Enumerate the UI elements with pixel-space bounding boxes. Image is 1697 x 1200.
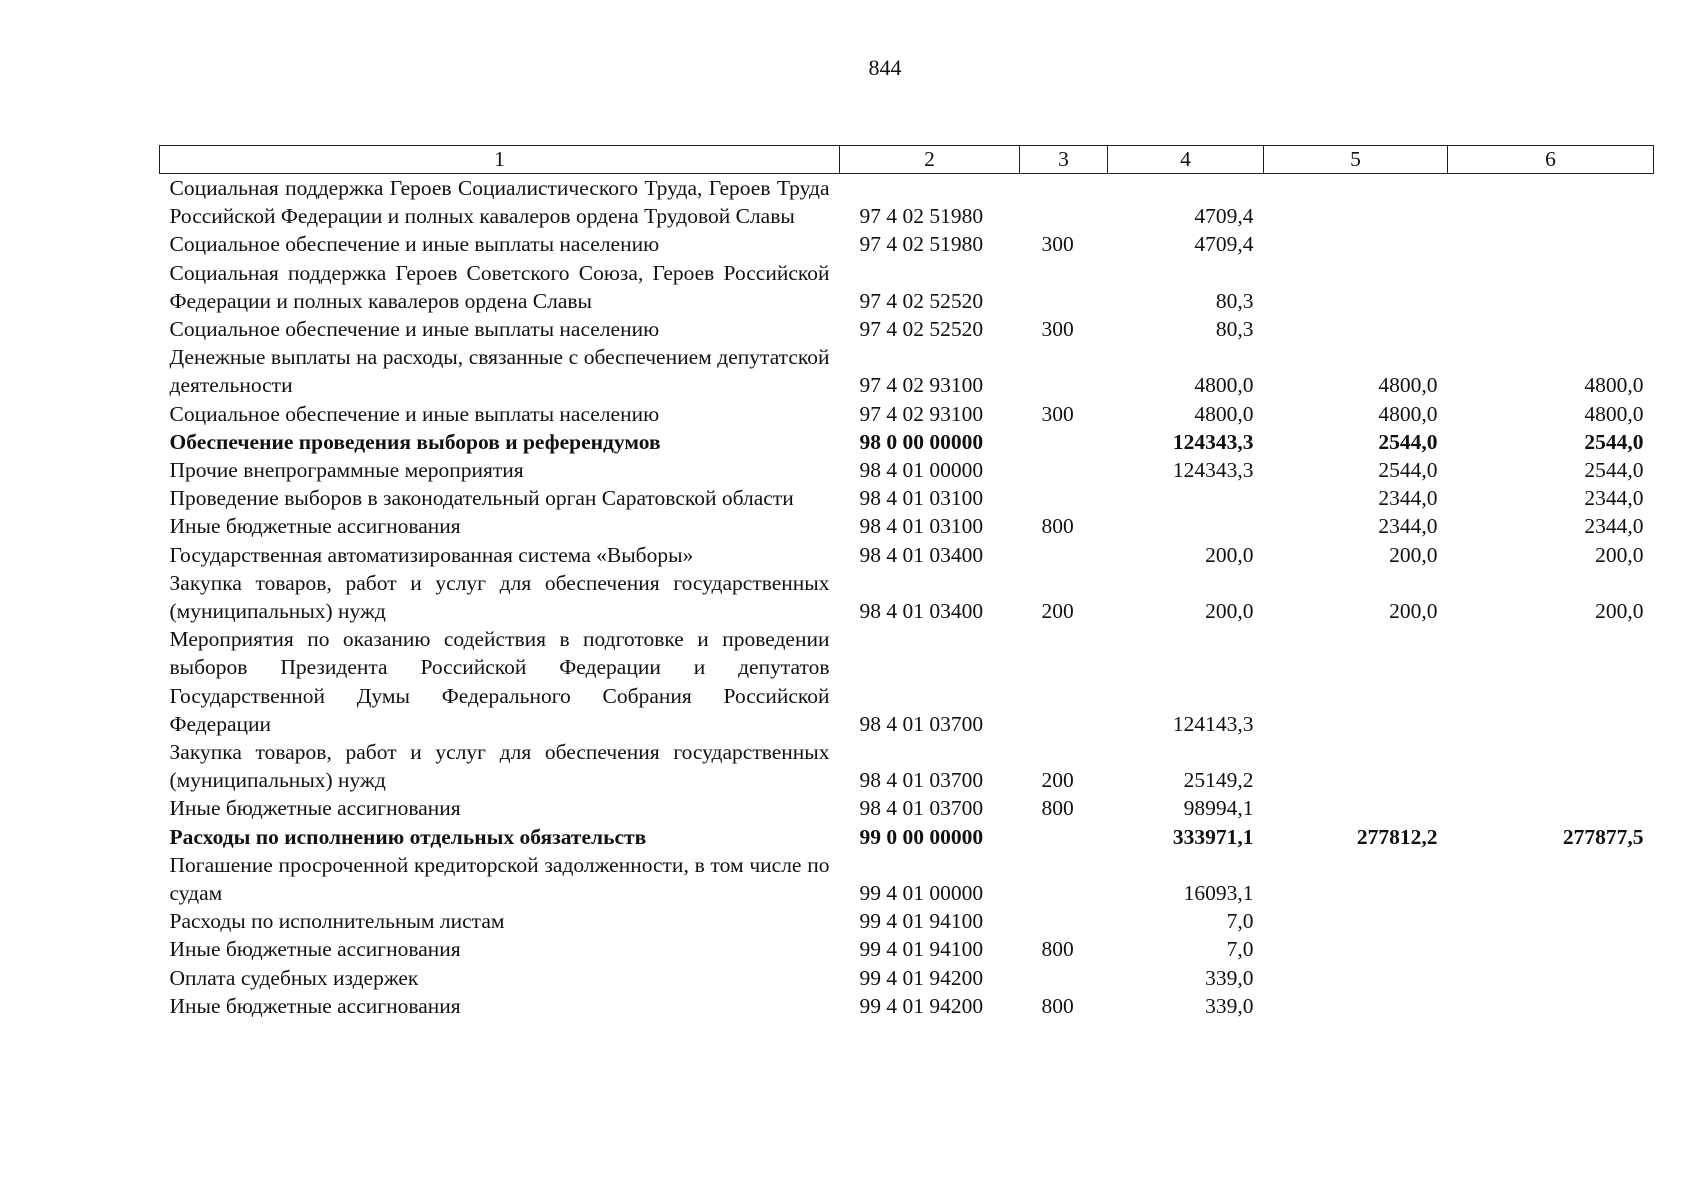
table-row <box>160 992 1654 1020</box>
row-value-col4-cell: 124343,3 <box>1172 458 1254 483</box>
row-name-cell: Социальное обеспечение и иные выплаты населению <box>169 401 660 426</box>
row-expense-type-cell: 800 <box>1041 993 1074 1018</box>
row-value-col6-cell: 4800,0 <box>1584 401 1644 426</box>
row-value-col4-cell: 7,0 <box>1226 937 1254 962</box>
row-expense-type-cell <box>1020 456 1108 484</box>
row-value-col6-cell: 277877,5 <box>1562 824 1644 849</box>
table-row <box>160 428 1654 456</box>
row-name-cell: Прочие внепрограммные мероприятия <box>169 458 524 483</box>
row-value-col4-cell: 200,0 <box>1205 599 1254 624</box>
row-expense-type-cell <box>1020 541 1108 569</box>
row-code-cell: 97 4 02 93100 <box>859 401 984 426</box>
row-value-col6-cell <box>1448 625 1654 738</box>
table-row <box>160 823 1654 851</box>
row-expense-type-cell <box>1020 907 1108 935</box>
table-row <box>160 738 1654 794</box>
row-value-col4-cell: 200,0 <box>1205 542 1254 567</box>
row-expense-type-cell: 200 <box>1041 768 1074 793</box>
row-value-col4-cell: 4800,0 <box>1194 401 1254 426</box>
row-value-col4-cell <box>1108 484 1264 512</box>
row-expense-type-cell <box>1020 343 1108 399</box>
row-value-col6-cell: 2544,0 <box>1584 458 1644 483</box>
row-value-col5-cell <box>1264 315 1448 343</box>
row-code-cell: 98 4 01 03700 <box>859 768 984 793</box>
row-value-col6-cell <box>1448 907 1654 935</box>
row-code-cell: 99 4 01 94200 <box>859 993 984 1018</box>
row-value-col6-cell <box>1448 794 1654 822</box>
row-name-cell: Погашение просроченной кредиторской задолженности, в том числе по судам <box>169 852 830 906</box>
row-value-col5-cell <box>1264 935 1448 963</box>
row-code-cell: 98 4 01 03400 <box>859 599 984 624</box>
row-value-col4-cell: 4709,4 <box>1194 232 1254 257</box>
row-name-cell: Расходы по исполнению отдельных обязательств <box>169 824 647 849</box>
row-code-cell: 97 4 02 51980 <box>859 232 984 257</box>
row-expense-type-cell: 300 <box>1041 232 1074 257</box>
row-value-col5-cell: 2344,0 <box>1378 486 1438 511</box>
row-name-cell: Оплата судебных издержек <box>169 965 419 990</box>
row-value-col4-cell: 16093,1 <box>1183 881 1254 906</box>
row-value-col5-cell <box>1264 794 1448 822</box>
table-row <box>160 851 1654 907</box>
table-row <box>160 456 1654 484</box>
row-code-cell: 98 4 01 03700 <box>859 796 984 821</box>
row-name-cell: Обеспечение проведения выборов и референдумов <box>169 429 661 454</box>
row-value-col5-cell <box>1264 174 1448 231</box>
row-value-col4-cell: 339,0 <box>1205 993 1254 1018</box>
row-expense-type-cell <box>1020 625 1108 738</box>
table-row <box>160 625 1654 738</box>
table-row <box>160 230 1654 258</box>
row-code-cell: 97 4 02 93100 <box>859 373 984 398</box>
row-name-cell: Иные бюджетные ассигнования <box>169 796 461 821</box>
table-row <box>160 964 1654 992</box>
row-value-col5-cell <box>1264 964 1448 992</box>
row-code-cell: 98 4 01 00000 <box>859 458 984 483</box>
row-code-cell: 98 4 01 03100 <box>859 514 984 539</box>
header-col-6: 6 <box>1448 146 1654 174</box>
row-value-col6-cell <box>1448 315 1654 343</box>
row-code-cell: 99 0 00 00000 <box>859 824 984 849</box>
row-name-cell: Иные бюджетные ассигнования <box>169 937 461 962</box>
table-row <box>160 484 1654 512</box>
table-row <box>160 400 1654 428</box>
row-code-cell: 98 4 01 03700 <box>859 711 984 736</box>
row-code-cell: 99 4 01 94100 <box>859 937 984 962</box>
row-value-col6-cell: 200,0 <box>1595 599 1644 624</box>
row-name-cell: Денежные выплаты на расходы, связанные с обеспечением депутатской деятельности <box>169 345 830 398</box>
row-value-col4-cell: 339,0 <box>1205 965 1254 990</box>
row-name-cell: Расходы по исполнительным листам <box>169 909 505 934</box>
row-name-cell: Мероприятия по оказанию содействия в подготовке и проведении выборов Президента Российской Федерации и депутатов Государственной Думы Федерального Собрания Российской Федерации <box>169 627 830 736</box>
row-code-cell: 98 4 01 03100 <box>859 486 984 511</box>
header-col-3: 3 <box>1020 146 1108 174</box>
row-name-cell: Иные бюджетные ассигнования <box>169 514 461 539</box>
row-value-col6-cell: 2544,0 <box>1584 429 1644 454</box>
row-expense-type-cell <box>1020 964 1108 992</box>
header-col-2: 2 <box>840 146 1020 174</box>
table-row <box>160 315 1654 343</box>
table-row <box>160 935 1654 963</box>
page-number: 844 <box>868 55 902 80</box>
row-value-col6-cell <box>1448 230 1654 258</box>
row-code-cell: 98 4 01 03400 <box>859 542 984 567</box>
row-code-cell: 99 4 01 00000 <box>859 881 984 906</box>
row-code-cell: 97 4 02 51980 <box>859 204 984 229</box>
row-name-cell: Социальная поддержка Героев Социалистического Труда, Героев Труда Российской Федерации и полных кавалеров ордена Трудовой Славы <box>169 176 830 229</box>
row-code-cell: 98 0 00 00000 <box>859 429 984 454</box>
row-value-col5-cell: 200,0 <box>1389 599 1438 624</box>
row-value-col5-cell: 4800,0 <box>1378 373 1438 398</box>
row-expense-type-cell: 300 <box>1041 317 1074 342</box>
row-value-col4-cell: 80,3 <box>1215 288 1254 313</box>
row-value-col6-cell <box>1448 259 1654 315</box>
header-col-1: 1 <box>160 146 840 174</box>
header-col-5: 5 <box>1264 146 1448 174</box>
row-expense-type-cell: 800 <box>1041 937 1074 962</box>
row-value-col4-cell: 4709,4 <box>1194 204 1254 229</box>
row-value-col4-cell: 4800,0 <box>1194 373 1254 398</box>
row-name-cell: Иные бюджетные ассигнования <box>169 993 461 1018</box>
row-value-col5-cell <box>1264 738 1448 794</box>
row-name-cell: Закупка товаров, работ и услуг для обеспечения государственных (муниципальных) нужд <box>169 740 830 793</box>
row-value-col6-cell <box>1448 738 1654 794</box>
row-code-cell: 99 4 01 94100 <box>859 909 984 934</box>
row-name-cell: Социальная поддержка Героев Советского Союза, Героев Российской Федерации и полных кавалеров ордена Славы <box>169 260 830 313</box>
table-body <box>160 174 1654 1021</box>
row-expense-type-cell: 200 <box>1041 599 1074 624</box>
table-header <box>160 146 1654 174</box>
row-value-col5-cell: 277812,2 <box>1356 824 1438 849</box>
table-row <box>160 569 1654 625</box>
row-value-col5-cell: 4800,0 <box>1378 401 1438 426</box>
row-name-cell: Социальное обеспечение и иные выплаты населению <box>169 317 660 342</box>
row-code-cell: 97 4 02 52520 <box>859 317 984 342</box>
row-value-col6-cell: 2344,0 <box>1584 514 1644 539</box>
header-row <box>160 146 1654 174</box>
row-value-col5-cell: 2544,0 <box>1378 429 1438 454</box>
table-row <box>160 343 1654 399</box>
header-col-4: 4 <box>1108 146 1264 174</box>
row-value-col5-cell: 2344,0 <box>1378 514 1438 539</box>
row-expense-type-cell <box>1020 259 1108 315</box>
row-value-col6-cell <box>1448 174 1654 231</box>
table-row <box>160 794 1654 822</box>
row-value-col4-cell: 80,3 <box>1215 317 1254 342</box>
row-value-col6-cell: 2344,0 <box>1584 486 1644 511</box>
row-value-col4-cell: 98994,1 <box>1183 796 1254 821</box>
row-value-col5-cell: 2544,0 <box>1378 458 1438 483</box>
row-expense-type-cell <box>1020 428 1108 456</box>
row-value-col6-cell <box>1448 964 1654 992</box>
row-value-col5-cell <box>1264 851 1448 907</box>
row-value-col5-cell <box>1264 230 1448 258</box>
row-value-col4-cell: 333971,1 <box>1172 824 1254 849</box>
row-name-cell: Государственная автоматизированная система «Выборы» <box>169 542 694 567</box>
table-row <box>160 512 1654 540</box>
table-row <box>160 907 1654 935</box>
row-value-col4-cell: 124143,3 <box>1172 711 1254 736</box>
row-value-col6-cell <box>1448 935 1654 963</box>
row-expense-type-cell <box>1020 851 1108 907</box>
row-value-col5-cell <box>1264 625 1448 738</box>
row-name-cell: Закупка товаров, работ и услуг для обеспечения государственных (муниципальных) нужд <box>169 570 830 624</box>
row-expense-type-cell <box>1020 174 1108 231</box>
row-value-col4-cell: 7,0 <box>1226 909 1254 934</box>
budget-table-container <box>159 145 1654 1020</box>
row-value-col6-cell: 4800,0 <box>1584 373 1644 398</box>
row-expense-type-cell: 800 <box>1041 514 1074 539</box>
row-value-col5-cell <box>1264 907 1448 935</box>
row-value-col5-cell <box>1264 259 1448 315</box>
row-code-cell: 99 4 01 94200 <box>859 965 984 990</box>
row-value-col4-cell: 124343,3 <box>1172 429 1254 454</box>
table-row <box>160 541 1654 569</box>
row-expense-type-cell <box>1020 484 1108 512</box>
row-value-col6-cell <box>1448 851 1654 907</box>
budget-table <box>159 145 1654 1020</box>
row-value-col5-cell <box>1264 992 1448 1020</box>
row-expense-type-cell: 300 <box>1041 401 1074 426</box>
table-row <box>160 174 1654 231</box>
row-value-col6-cell <box>1448 992 1654 1020</box>
table-row <box>160 259 1654 315</box>
row-code-cell: 97 4 02 52520 <box>859 288 984 313</box>
row-expense-type-cell <box>1020 823 1108 851</box>
row-value-col5-cell: 200,0 <box>1389 542 1438 567</box>
row-value-col4-cell: 25149,2 <box>1183 768 1254 793</box>
row-value-col4-cell <box>1108 512 1264 540</box>
row-expense-type-cell: 800 <box>1041 796 1074 821</box>
row-name-cell: Проведение выборов в законодательный орган Саратовской области <box>169 486 794 511</box>
row-name-cell: Социальное обеспечение и иные выплаты населению <box>169 232 660 257</box>
row-value-col6-cell: 200,0 <box>1595 542 1644 567</box>
